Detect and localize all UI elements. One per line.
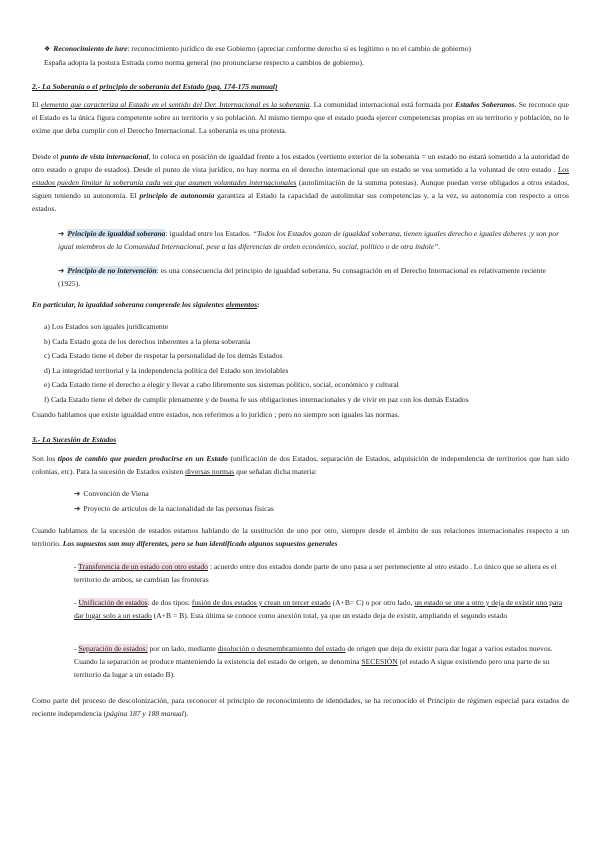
arrow-icon: ➔ (74, 489, 81, 498)
arrow-icon: ➔ (58, 229, 65, 238)
section-2-heading: 2.- La Soberanía o el principio de soberanía del Estado (pag. 174-175 manual) (32, 82, 278, 91)
section-3-paragraph-1: Son los tipos de cambio que pueden producirse en un Estado (unificación de dos Estados, separación de Estados, adquisición de independencia de territorios que han sido colonias, etc). Para la sucesión de Estados existen diversas normas que señalan dicha materia: (32, 454, 569, 476)
section-3-final-paragraph: Como parte del proceso de descolonización, para reconocer el principio de reconocimiento de identidades, se ha reconocido el Principio de régimen especial para estados de reciente independencia (página 187 y 188 manual). (32, 696, 569, 718)
list-item: d) La integridad territorial y la independencia política del Estado son inviolables (44, 365, 289, 375)
principle-no-intervencion: ➔ Principio de no intervención: es una consecuencia del principio de igualdad soberana. Su consagración en el Derecho Internacional es relativamente reciente (1925). (58, 266, 546, 288)
list-item: c) Cada Estado tiene el deber de respetar la personalidad de los demás Estados (44, 351, 283, 360)
case-separacion: - Separación de estados: por un lado, mediante disolución o desmembramiento del estado de origen que deja de existir para dar lugar a varios estados nuevos. Cuando la separación se produce manteniendo la existencia del estado de origen, se denomina SECESIÓN (el estado A sigue existiendo pero una parte de su territorio da lugar a un estado B). (74, 644, 553, 679)
elements-list (44, 320, 564, 407)
section-3-heading: 3.- La Sucesión de Estados (32, 435, 117, 444)
bullet-term: Reconocimiento de iure (53, 44, 128, 53)
list-item: ➔ Convención de Viena (74, 489, 149, 498)
list-item: a) Los Estados son iguales jurídicamente (44, 322, 169, 331)
arrow-icon: ➔ (74, 504, 81, 513)
section-2-paragraph-1: El elemento que caracteriza al Estado en el sentido del Der. Internacional es la soberanía. La comunidad internacional está formada por Estados Soberanos. Se reconoce que el Estado es la única figura competente sobre su territorio y su población. Al mismo tiempo que el estado pueda ejercer competencias propias en su territorio y población, no le exime que deba cumplir con el Derecho Internacional. La soberanía es una protesta. (32, 100, 569, 135)
bullet-text-2: España adopta la postura Estrada como norma general (no pronunciarse respecto a cambios de gobierno). (44, 58, 364, 67)
list-item: ➔ Proyecto de artículos de la nacionalidad de las personas físicas (74, 504, 274, 513)
arrow-icon: ➔ (58, 266, 65, 275)
case-transferencia: - Transferencia de un estado con otro estado : acuerdo entre dos estados donde parte de uno pasa a ser perteneciente al otro estado . Lo único que se altera es el territorio de ambos, se cambian las fronteras (74, 562, 557, 584)
diamond-bullet-icon: ❖ (44, 45, 51, 53)
section-3-paragraph-2: Cuando hablamos de la sucesión de estados estamos hablando de la sustitución de uno por otro, siempre desde el ámbito de sus relaciones internacionales respecto a un territorio. Los supuestos son muy diferentes, pero se han identificado algunos supuestos generales (32, 526, 569, 548)
elements-intro: En particular, la igualdad soberana comprende los siguientes elementos: (32, 300, 260, 309)
list-item: f) Cada Estado tiene el deber de cumplir plenamente y de buena fe sus obligaciones internacionales y de vivir en paz con los demás Estados (44, 394, 469, 404)
principle-igualdad-soberana: ➔ Principio de igualdad soberana: igualdad entre los Estados. “Todos los Estados gozan de igualdad soberana, tienen iguales derecho e iguales deberes ;y son por igual miembros de la Comunidad Internacional, pese a las diferencias de orden económico, social, político o de otra índole”. (58, 229, 560, 251)
section-2-closing: Cuando hablamos que existe igualdad entre estados, nos referimos a lo jurídico ; pero no siempre son iguales las normas. (32, 410, 400, 419)
bullet-text: : reconocimiento jurídico de ese Gobierno (apreciar conforme derecho si es legítimo o no el cambio de gobierno) (127, 44, 472, 53)
norms-list (74, 487, 554, 515)
section-2-paragraph-2: Desde el punto de vista internacional, lo coloca en posición de igualdad frente a los estados (vertiente exterior de la soberanía = un estado no estará sometido a la autoridad de otro estado o grupo de estados). Desde el punto de vista jurídico, no hay norma en el derecho internacional que un estado se vea sometido a la voluntad de otro estado . Los estados pueden limitar la soberanía cada vez que asumen voluntades internacionales (autolimitación de la summa potestas). Aunque puedan verse obligados a otros estados, siguen teniendo su autonomía. El principio de autonomía garantiza al Estado la capacidad de autolimitar sus competencias y, a la vez, su autonomía con respecto a otros estados. (32, 152, 569, 213)
list-item: b) Cada Estado goza de los derechos inherentes a la plena soberanía (44, 336, 251, 346)
case-unificacion: - Unificación de estados: de dos tipos: fusión de dos estados y crean un tercer estado (A+B= C) o por otro lado, un estado se une a otro y deja de existir uno para dar lugar solo a un estado (A+B = B). Esta última se conoce como anexión total, ya que un estado deja de existir, ampliando el segundo estado (74, 598, 563, 620)
bullet-reconocimiento-de-iure (44, 42, 564, 69)
list-item: e) Cada Estado tiene el derecho a elegir y llevar a cabo libremente sus sistemas político, social, económico y cultural (44, 380, 399, 389)
